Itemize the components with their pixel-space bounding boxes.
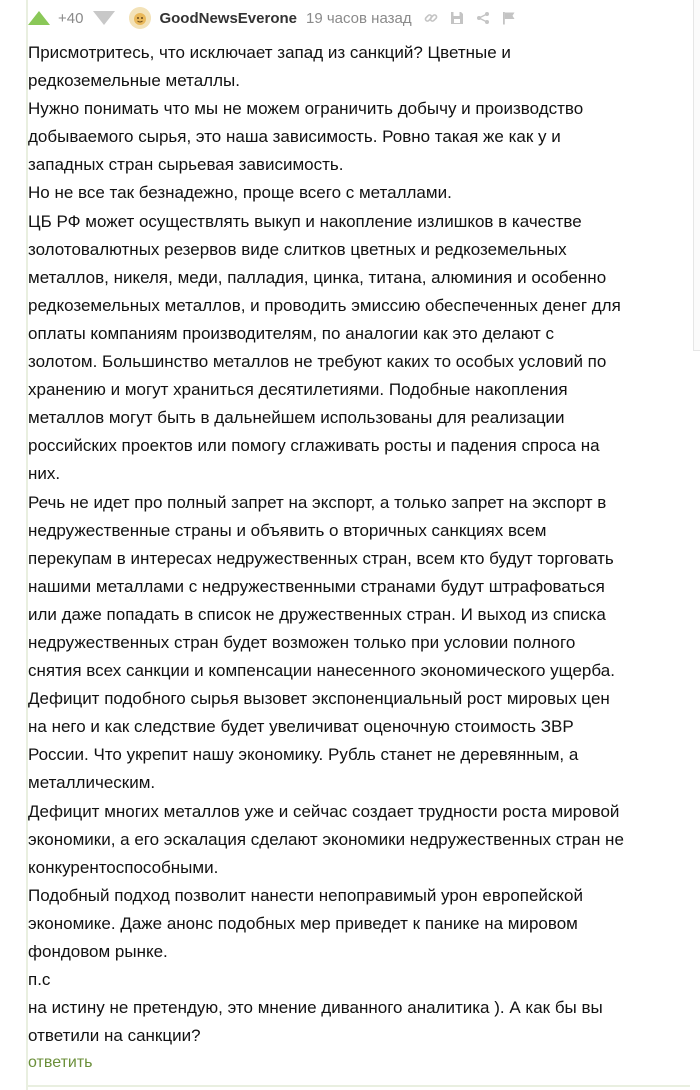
comment-rating: +40 — [58, 9, 84, 27]
comment-paragraph: Но не все так безнадежно, проще всего с металлами. — [28, 183, 452, 203]
vote-up-icon[interactable] — [28, 11, 50, 25]
avatar[interactable] — [129, 7, 151, 29]
comment-body — [28, 39, 628, 1050]
flag-icon[interactable] — [502, 11, 516, 25]
save-icon[interactable] — [450, 11, 464, 25]
comment-paragraph: Подобный подход позволит нанести непоправимый урон европейской экономике. Даже анонс подобных мер приведет к панике на мировом фондовом рынке. — [28, 885, 584, 961]
comment-paragraph: п.с — [28, 970, 51, 990]
link-icon[interactable] — [424, 11, 438, 25]
comment-paragraph: на истину не претендую, это мнение диванного аналитика ). А как бы вы ответили на санкции? — [28, 998, 603, 1046]
comment-paragraph: Присмотритесь, что исключает запад из санкций? Цветные и редкоземельные металлы. — [28, 43, 511, 91]
comment-paragraph: ЦБ РФ может осуществлять выкуп и накопление излишков в качестве золотовалютных резервов виде слитков цветных и редкоземельных металлов, никеля, меди, палладия, цинка, титана, алюминия и особенно редкоземельных металлов, и проводить эмиссию обеспеченных денег для оплаты компаниям производителям, по аналогии как это делают с золотом. Большинство металлов не требуют каких то особых условий по хранению и могут храниться десятилетиями. Подобные накопления металлов могут быть в дальнейшем использованы для реализации российских проектов или помогу сглаживать росты и падения спроса на них. — [28, 211, 621, 484]
comment-timestamp[interactable]: 19 часов назад — [306, 9, 412, 27]
share-icon[interactable] — [476, 11, 490, 25]
comment-paragraph: Дефицит многих металлов уже и сейчас создает трудности роста мировой экономики, а его эскалация сделают экономики недружественных стран не конкурентоспособными. — [28, 801, 624, 877]
comment-paragraph: Нужно понимать что мы не можем ограничить добычу и производство добываемого сырья, это наша зависимость. Ровно такая же как у и западных стран сырьевая зависимость. — [28, 99, 584, 175]
vote-down-icon[interactable] — [93, 11, 115, 25]
comment-header — [28, 4, 516, 32]
reply-link[interactable]: ответить — [28, 1054, 93, 1071]
sidebar-edge — [693, 0, 700, 351]
comment-paragraph: Дефицит подобного сырья вызовет экспоненциальный рост мировых цен на него и как следствие будет увеличиват оценочную стоимость ЗВР России. Что укрепит нашу экономику. Рубль станет не деревянным, а металлическим. — [28, 689, 610, 793]
thread-bottom-line — [28, 1085, 690, 1087]
comment-paragraph: Речь не идет про полный запрет на экспорт, а только запрет на экспорт в недружественные страны и объявить о вторичных санкциях всем перекупам в интересах недружественных стран, всем кто будут торговать нашими металлами с недружественными странами будут штрафоваться или даже попадать в список не дружественных стран. И выход из списка недружественных стран будет возможен только при условии полного снятия всех санкции и компенсации нанесенного экономического ущерба. — [28, 492, 615, 681]
comment-author[interactable]: GoodNewsEverone — [159, 9, 297, 27]
